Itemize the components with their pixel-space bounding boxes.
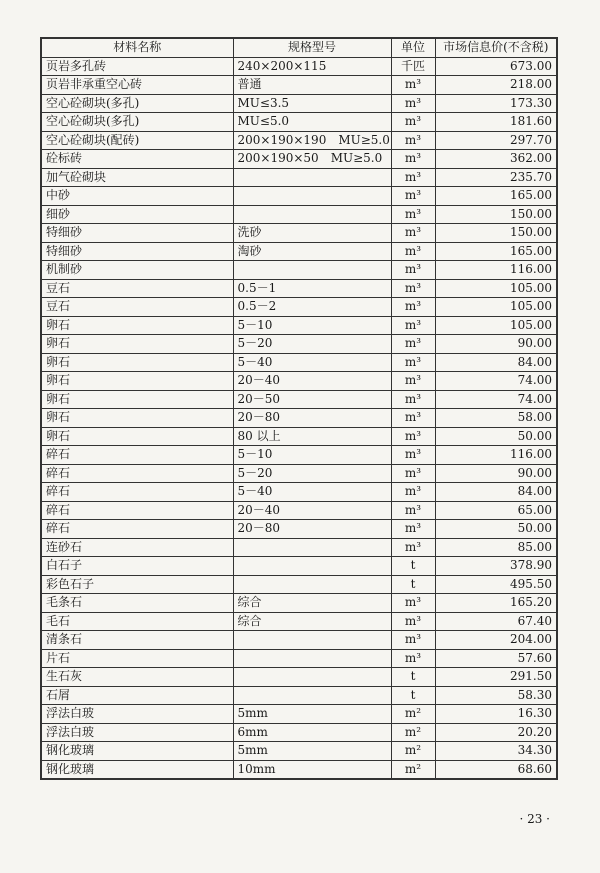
spec-cell: MU≤3.5: [233, 94, 391, 113]
table-row: [41, 261, 557, 280]
spec-cell: 20－80: [233, 409, 391, 428]
table-row: [41, 760, 557, 779]
spec-cell: 240×200×115: [233, 57, 391, 76]
unit-cell: m³: [391, 501, 435, 520]
price-cell: 50.00: [435, 427, 557, 446]
spec-cell: 20－50: [233, 390, 391, 409]
spec-cell: [233, 187, 391, 206]
price-cell: 67.40: [435, 612, 557, 631]
spec-cell: [233, 168, 391, 187]
material-name-cell: 浮法白玻: [41, 723, 233, 742]
price-cell: 165.00: [435, 187, 557, 206]
unit-cell: m³: [391, 279, 435, 298]
material-name-cell: 钢化玻璃: [41, 742, 233, 761]
table-row: [41, 187, 557, 206]
table-row: [41, 557, 557, 576]
unit-cell: m³: [391, 612, 435, 631]
spec-cell: [233, 649, 391, 668]
material-name-cell: 白石子: [41, 557, 233, 576]
header-row: [41, 38, 557, 57]
unit-cell: m³: [391, 76, 435, 95]
unit-cell: m³: [391, 538, 435, 557]
spec-cell: 10mm: [233, 760, 391, 779]
table-row: [41, 686, 557, 705]
table-row: [41, 520, 557, 539]
table-row: [41, 113, 557, 132]
table-row: [41, 409, 557, 428]
price-table: [40, 37, 558, 780]
price-cell: 50.00: [435, 520, 557, 539]
spec-cell: 5－40: [233, 483, 391, 502]
price-cell: 58.00: [435, 409, 557, 428]
table-body: [41, 57, 557, 779]
material-name-cell: 毛石: [41, 612, 233, 631]
price-cell: 65.00: [435, 501, 557, 520]
spec-cell: [233, 575, 391, 594]
unit-cell: m²: [391, 723, 435, 742]
unit-cell: m³: [391, 446, 435, 465]
spec-cell: 80 以上: [233, 427, 391, 446]
price-cell: 105.00: [435, 279, 557, 298]
price-cell: 85.00: [435, 538, 557, 557]
material-name-cell: 豆石: [41, 298, 233, 317]
price-cell: 291.50: [435, 668, 557, 687]
header-material-name: 材料名称: [41, 38, 233, 57]
spec-cell: 5mm: [233, 742, 391, 761]
unit-cell: m³: [391, 520, 435, 539]
price-cell: 116.00: [435, 446, 557, 465]
unit-cell: m³: [391, 594, 435, 613]
unit-cell: m³: [391, 464, 435, 483]
table-row: [41, 316, 557, 335]
table-row: [41, 483, 557, 502]
price-cell: 57.60: [435, 649, 557, 668]
material-name-cell: 豆石: [41, 279, 233, 298]
table-row: [41, 205, 557, 224]
price-cell: 34.30: [435, 742, 557, 761]
table-row: [41, 150, 557, 169]
price-cell: 378.90: [435, 557, 557, 576]
material-name-cell: 浮法白玻: [41, 705, 233, 724]
table-row: [41, 705, 557, 724]
price-cell: 84.00: [435, 353, 557, 372]
table-row: [41, 649, 557, 668]
material-name-cell: 特细砂: [41, 242, 233, 261]
material-name-cell: 碎石: [41, 483, 233, 502]
material-name-cell: 卵石: [41, 427, 233, 446]
material-name-cell: 生石灰: [41, 668, 233, 687]
unit-cell: m³: [391, 298, 435, 317]
unit-cell: m³: [391, 150, 435, 169]
material-name-cell: 卵石: [41, 409, 233, 428]
unit-cell: m³: [391, 390, 435, 409]
material-name-cell: 空心砼砌块(配砖): [41, 131, 233, 150]
material-name-cell: 连砂石: [41, 538, 233, 557]
header-price: 市场信息价(不含税): [435, 38, 557, 57]
price-cell: 150.00: [435, 224, 557, 243]
table-row: [41, 631, 557, 650]
spec-cell: [233, 205, 391, 224]
unit-cell: t: [391, 557, 435, 576]
table-row: [41, 446, 557, 465]
material-name-cell: 石屑: [41, 686, 233, 705]
price-cell: 105.00: [435, 316, 557, 335]
unit-cell: m³: [391, 94, 435, 113]
spec-cell: 20－80: [233, 520, 391, 539]
material-name-cell: 毛条石: [41, 594, 233, 613]
material-name-cell: 碎石: [41, 501, 233, 520]
table-row: [41, 131, 557, 150]
table-row: [41, 390, 557, 409]
price-cell: 173.30: [435, 94, 557, 113]
table-row: [41, 464, 557, 483]
unit-cell: m³: [391, 187, 435, 206]
price-cell: 362.00: [435, 150, 557, 169]
table-row: [41, 612, 557, 631]
price-cell: 74.00: [435, 390, 557, 409]
material-name-cell: 钢化玻璃: [41, 760, 233, 779]
price-cell: 58.30: [435, 686, 557, 705]
spec-cell: 淘砂: [233, 242, 391, 261]
price-cell: 235.70: [435, 168, 557, 187]
table-row: [41, 335, 557, 354]
table-row: [41, 353, 557, 372]
unit-cell: m³: [391, 168, 435, 187]
spec-cell: 5－10: [233, 316, 391, 335]
material-name-cell: 碎石: [41, 520, 233, 539]
material-name-cell: 加气砼砌块: [41, 168, 233, 187]
material-name-cell: 片石: [41, 649, 233, 668]
table-row: [41, 372, 557, 391]
material-name-cell: 彩色石子: [41, 575, 233, 594]
price-cell: 297.70: [435, 131, 557, 150]
unit-cell: m³: [391, 113, 435, 132]
unit-cell: m²: [391, 760, 435, 779]
spec-cell: 5－20: [233, 464, 391, 483]
price-cell: 20.20: [435, 723, 557, 742]
spec-cell: 200×190×50 MU≥5.0: [233, 150, 391, 169]
price-cell: 116.00: [435, 261, 557, 280]
material-name-cell: 中砂: [41, 187, 233, 206]
spec-cell: 综合: [233, 594, 391, 613]
header-spec: 规格型号: [233, 38, 391, 57]
spec-cell: [233, 557, 391, 576]
unit-cell: m³: [391, 409, 435, 428]
header-unit: 单位: [391, 38, 435, 57]
material-name-cell: 卵石: [41, 335, 233, 354]
unit-cell: t: [391, 686, 435, 705]
price-cell: 16.30: [435, 705, 557, 724]
unit-cell: m³: [391, 353, 435, 372]
price-cell: 181.60: [435, 113, 557, 132]
price-cell: 165.20: [435, 594, 557, 613]
unit-cell: m³: [391, 372, 435, 391]
material-name-cell: 特细砂: [41, 224, 233, 243]
table-row: [41, 742, 557, 761]
material-name-cell: 碎石: [41, 464, 233, 483]
unit-cell: m³: [391, 261, 435, 280]
spec-cell: [233, 668, 391, 687]
material-name-cell: 碎石: [41, 446, 233, 465]
material-name-cell: 页岩多孔砖: [41, 57, 233, 76]
material-name-cell: 空心砼砌块(多孔): [41, 94, 233, 113]
price-cell: 204.00: [435, 631, 557, 650]
material-name-cell: 卵石: [41, 353, 233, 372]
spec-cell: [233, 631, 391, 650]
spec-cell: 综合: [233, 612, 391, 631]
price-cell: 165.00: [435, 242, 557, 261]
unit-cell: m³: [391, 316, 435, 335]
table-row: [41, 298, 557, 317]
price-cell: 68.60: [435, 760, 557, 779]
unit-cell: m³: [391, 131, 435, 150]
table-row: [41, 575, 557, 594]
spec-cell: 普通: [233, 76, 391, 95]
price-cell: 673.00: [435, 57, 557, 76]
material-name-cell: 卵石: [41, 316, 233, 335]
table-row: [41, 668, 557, 687]
unit-cell: m³: [391, 649, 435, 668]
spec-cell: 200×190×190 MU≥5.0: [233, 131, 391, 150]
spec-cell: MU≤5.0: [233, 113, 391, 132]
material-name-cell: 卵石: [41, 390, 233, 409]
spec-cell: 0.5－2: [233, 298, 391, 317]
table-row: [41, 501, 557, 520]
spec-cell: 20－40: [233, 372, 391, 391]
table-row: [41, 723, 557, 742]
spec-cell: [233, 261, 391, 280]
price-cell: 84.00: [435, 483, 557, 502]
material-name-cell: 细砂: [41, 205, 233, 224]
material-name-cell: 清条石: [41, 631, 233, 650]
table-row: [41, 538, 557, 557]
spec-cell: 洗砂: [233, 224, 391, 243]
material-name-cell: 砼标砖: [41, 150, 233, 169]
price-cell: 105.00: [435, 298, 557, 317]
table-header: [41, 38, 557, 57]
spec-cell: 0.5－1: [233, 279, 391, 298]
unit-cell: m³: [391, 205, 435, 224]
table-row: [41, 427, 557, 446]
unit-cell: m³: [391, 427, 435, 446]
price-cell: 150.00: [435, 205, 557, 224]
unit-cell: m²: [391, 705, 435, 724]
unit-cell: t: [391, 668, 435, 687]
spec-cell: [233, 686, 391, 705]
unit-cell: m³: [391, 242, 435, 261]
unit-cell: m³: [391, 483, 435, 502]
page-number: · 23 ·: [519, 812, 550, 826]
price-cell: 90.00: [435, 464, 557, 483]
material-name-cell: 页岩非承重空心砖: [41, 76, 233, 95]
spec-cell: [233, 538, 391, 557]
spec-cell: 6mm: [233, 723, 391, 742]
spec-cell: 5－10: [233, 446, 391, 465]
price-cell: 495.50: [435, 575, 557, 594]
unit-cell: t: [391, 575, 435, 594]
table-row: [41, 94, 557, 113]
unit-cell: m³: [391, 335, 435, 354]
unit-cell: 千匹: [391, 57, 435, 76]
material-name-cell: 卵石: [41, 372, 233, 391]
table-row: [41, 594, 557, 613]
unit-cell: m³: [391, 224, 435, 243]
price-cell: 90.00: [435, 335, 557, 354]
table-row: [41, 168, 557, 187]
table-row: [41, 57, 557, 76]
unit-cell: m²: [391, 742, 435, 761]
price-cell: 218.00: [435, 76, 557, 95]
spec-cell: 5－20: [233, 335, 391, 354]
unit-cell: m³: [391, 631, 435, 650]
price-cell: 74.00: [435, 372, 557, 391]
spec-cell: 20－40: [233, 501, 391, 520]
material-name-cell: 机制砂: [41, 261, 233, 280]
table-row: [41, 242, 557, 261]
table-row: [41, 76, 557, 95]
spec-cell: 5mm: [233, 705, 391, 724]
material-name-cell: 空心砼砌块(多孔): [41, 113, 233, 132]
spec-cell: 5－40: [233, 353, 391, 372]
table-row: [41, 224, 557, 243]
table-row: [41, 279, 557, 298]
